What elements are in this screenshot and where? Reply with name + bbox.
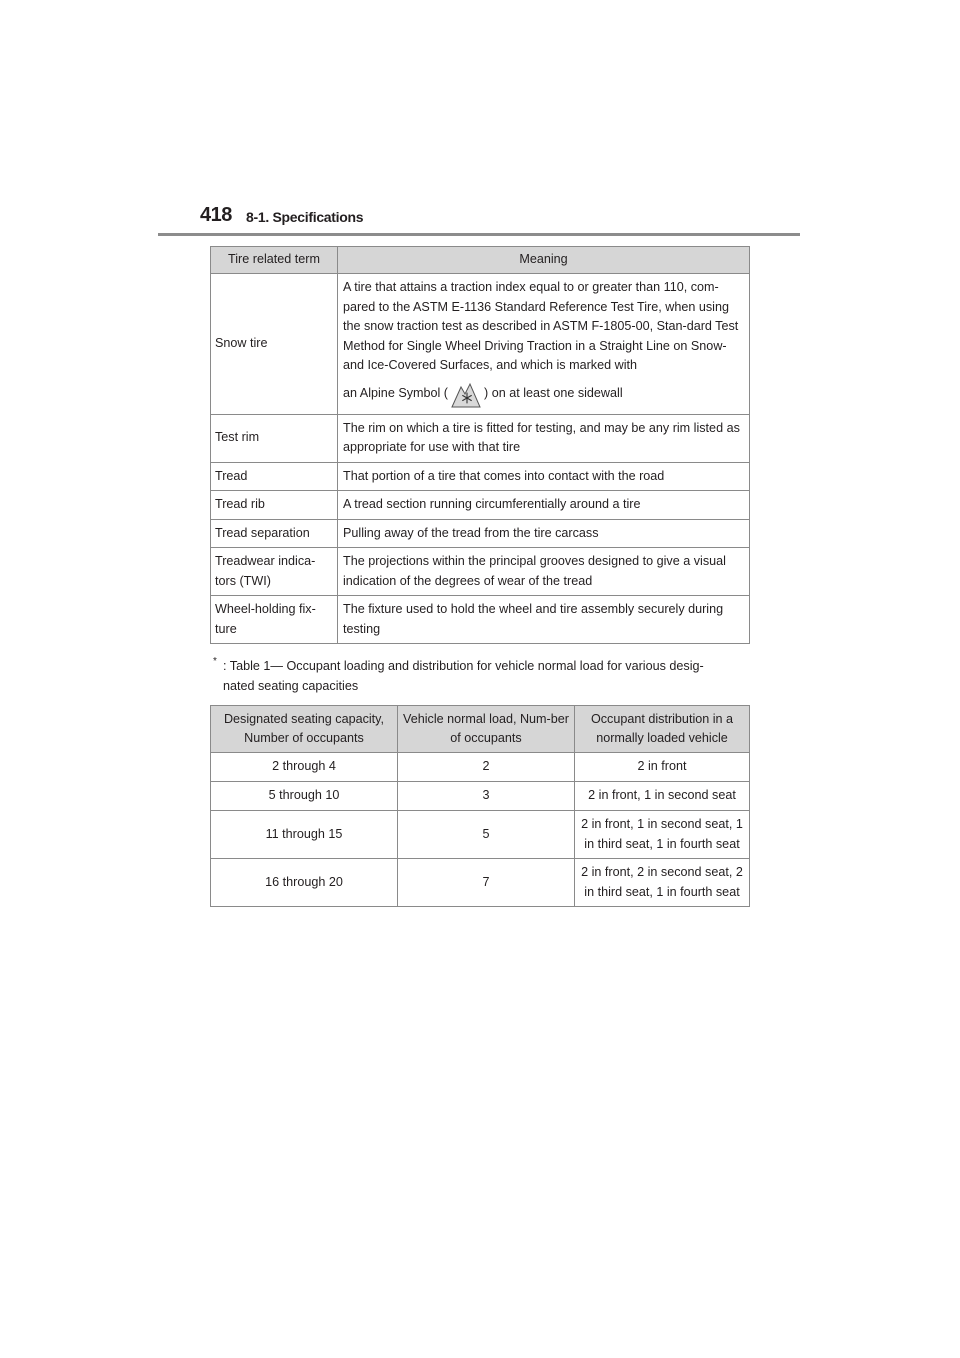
table-row (211, 596, 750, 644)
tire-terms-table (210, 246, 750, 644)
meaning-cell (338, 274, 750, 415)
alpine-symbol-icon (450, 378, 482, 410)
table-row (211, 782, 750, 811)
header-distribution: Occupant distribution in a normally loaded vehicle (575, 706, 750, 753)
term-cell: Snow tire (211, 274, 338, 415)
meaning-cell: The rim on which a tire is fitted for testing, and may be any rim listed as appropriate for use with that tire (338, 414, 750, 462)
header-term: Tire related term (211, 247, 338, 274)
term-cell: Test rim (211, 414, 338, 462)
meaning-cell: A tread section running circumferentially around a tire (338, 491, 750, 520)
header-load: Vehicle normal load, Num-ber of occupants (398, 706, 575, 753)
capacity-cell: 2 through 4 (211, 753, 398, 782)
footnote-text-line2: nated seating capacities (223, 679, 359, 693)
meaning-cell: The fixture used to hold the wheel and tire assembly securely during testing (338, 596, 750, 644)
table-footnote (213, 656, 753, 696)
table-row (211, 811, 750, 859)
table-header-row (211, 247, 750, 274)
distribution-cell: 2 in front, 1 in second seat, 1 in third seat, 1 in fourth seat (575, 811, 750, 859)
distribution-cell: 2 in front (575, 753, 750, 782)
load-cell: 2 (398, 753, 575, 782)
section-title: 8-1. Specifications (246, 209, 364, 225)
distribution-cell: 2 in front, 1 in second seat (575, 782, 750, 811)
meaning-cell: That portion of a tire that comes into contact with the road (338, 462, 750, 491)
capacity-cell: 11 through 15 (211, 811, 398, 859)
table-row (211, 548, 750, 596)
meaning-text: A tire that attains a traction index equal to or greater than 110, com-pared to the ASTM E-1136 Standard Reference Test Tire, when using the snow traction test as described in ASTM F-1805-00, Stan-dard Test Method for Single Wheel Driving Traction in a Straight Line on Snow-and Ice-Covered Surfaces, and which is marked with (343, 280, 739, 372)
term-cell: Tread separation (211, 519, 338, 548)
header-meaning: Meaning (338, 247, 750, 274)
term-cell: Wheel-holding fix-ture (211, 596, 338, 644)
load-cell: 5 (398, 811, 575, 859)
alpine-symbol-line (343, 378, 745, 410)
footnote-text: : Table 1— Occupant loading and distribution for vehicle normal load for various desig- (223, 659, 704, 673)
table-header-row (211, 706, 750, 753)
table-row (211, 462, 750, 491)
page-header (200, 204, 800, 236)
load-cell: 3 (398, 782, 575, 811)
term-cell: Tread (211, 462, 338, 491)
table-row (211, 491, 750, 520)
occupant-loading-table (210, 705, 750, 907)
footnote-mark: * (213, 656, 217, 667)
meaning-cell: Pulling away of the tread from the tire carcass (338, 519, 750, 548)
term-cell: Tread rib (211, 491, 338, 520)
table-row (211, 274, 750, 415)
table-row (211, 753, 750, 782)
header-capacity: Designated seating capacity, Number of occupants (211, 706, 398, 753)
meaning-cell: The projections within the principal grooves designed to give a visual indication of the degrees of wear of the tread (338, 548, 750, 596)
capacity-cell: 16 through 20 (211, 859, 398, 907)
table-row (211, 859, 750, 907)
meaning-text-before-symbol: an Alpine Symbol ( (343, 385, 449, 400)
term-cell: Treadwear indica-tors (TWI) (211, 548, 338, 596)
capacity-cell: 5 through 10 (211, 782, 398, 811)
table-row (211, 519, 750, 548)
distribution-cell: 2 in front, 2 in second seat, 2 in third seat, 1 in fourth seat (575, 859, 750, 907)
table-row (211, 414, 750, 462)
page-number: 418 (200, 204, 232, 226)
load-cell: 7 (398, 859, 575, 907)
header-rule (158, 233, 800, 236)
meaning-text-after-symbol: ) on at least one sidewall (484, 385, 623, 400)
